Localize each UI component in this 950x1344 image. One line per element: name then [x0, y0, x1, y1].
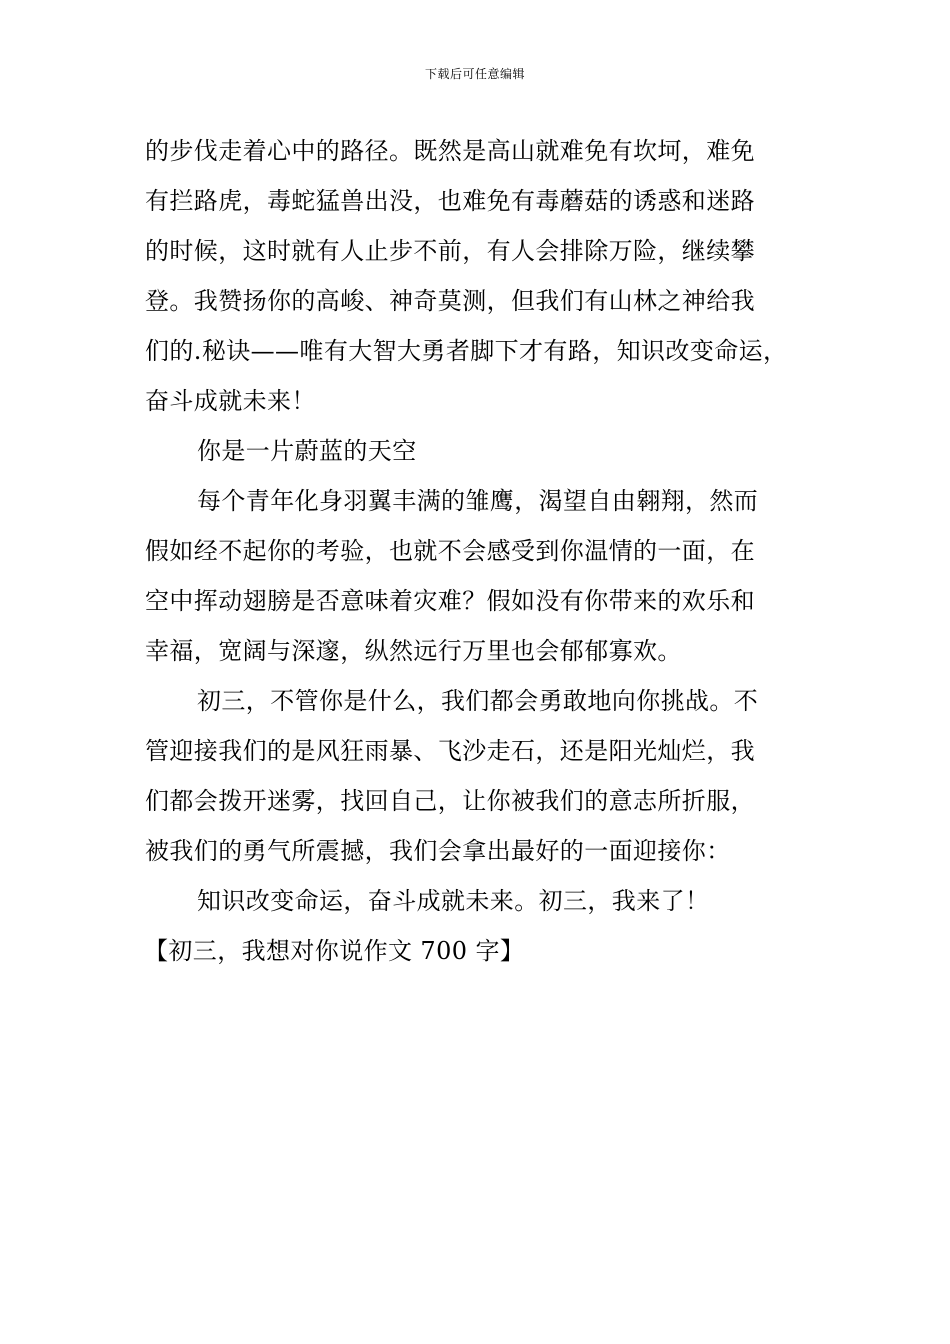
text-line: 被我们的勇气所震撼，我们会拿出最好的一面迎接你：: [145, 837, 731, 865]
text-line: 空中挥动翅膀是否意味着灾难？假如没有你带来的欢乐和: [145, 587, 755, 615]
document-title: 【初三，我想对你说作文 700 字】: [144, 937, 525, 965]
text-line: 们的.秘诀——唯有大智大勇者脚下才有路，知识改变命运，: [145, 337, 788, 365]
text-line: 们都会拨开迷雾，找回自己，让你被我们的意志所折服，: [145, 787, 755, 815]
text-line: 管迎接我们的是风狂雨暴、飞沙走石，还是阳光灿烂，我: [145, 737, 755, 765]
header-note: 下载后可任意编辑: [424, 67, 525, 81]
text-line: 登。我赞扬你的高峻、神奇莫测，但我们有山林之神给我: [145, 287, 755, 315]
text-line: 初三，不管你是什么，我们都会勇敢地向你挑战。不: [197, 687, 759, 715]
text-line: 奋斗成就未来！: [145, 387, 316, 415]
text-line: 有拦路虎，毒蛇猛兽出没，也难免有毒蘑菇的诱惑和迷路: [145, 187, 755, 215]
text-line: 知识改变命运，奋斗成就未来。初三，我来了！: [197, 887, 710, 915]
text-line: 每个青年化身羽翼丰满的雏鹰，渴望自由翱翔，然而: [197, 487, 759, 515]
text-line: 幸福，宽阔与深邃，纵然远行万里也会郁郁寡欢。: [145, 637, 682, 665]
section-heading: 你是一片蔚蓝的天空: [197, 437, 417, 465]
text-line: 的时候，这时就有人止步不前，有人会排除万险，继续攀: [145, 237, 755, 265]
document-body: [145, 126, 810, 976]
text-line: 的步伐走着心中的路径。既然是高山就难免有坎坷，难免: [145, 137, 755, 165]
text-line: 假如经不起你的考验，也就不会感受到你温情的一面，在: [145, 537, 755, 565]
